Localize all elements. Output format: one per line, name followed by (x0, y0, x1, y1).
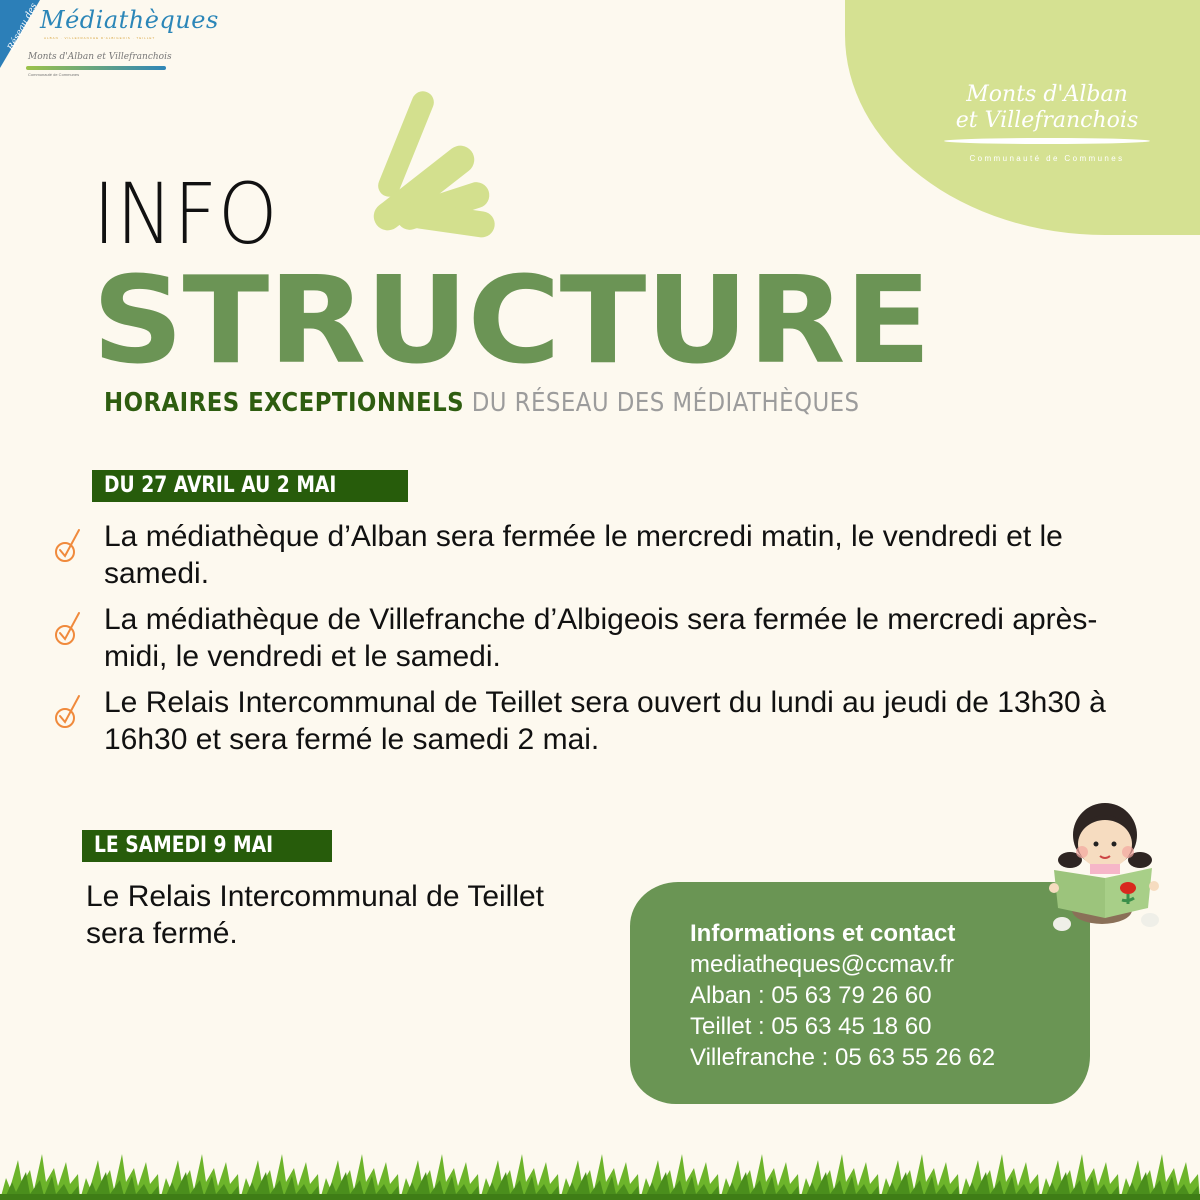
list-item (50, 684, 1130, 758)
ccmav-logo (942, 82, 1152, 163)
closure-list (50, 518, 1130, 767)
list-item (50, 601, 1130, 675)
logo-title: Médiathèques (40, 6, 219, 34)
grass-border-decoration (0, 1140, 1200, 1200)
list-item-text: La médiathèque d’Alban sera fermée le mercredi matin, le vendredi et le samedi. (104, 520, 1063, 590)
logo-tagline: Communauté de Communes (28, 72, 80, 77)
logo-subtitle: Monts d'Alban et Villefranchois (28, 52, 172, 62)
girl-reading-illustration (1040, 790, 1180, 940)
headline-structure: STRUCTURE (92, 252, 931, 391)
subtitle-strong: HORAIRES EXCEPTIONNELS (104, 388, 465, 418)
list-item-text: La médiathèque de Villefranche d’Albigeois sera fermée le mercredi après-midi, le vendredi et le samedi. (104, 603, 1098, 673)
ccmav-logo-tagline: Communauté de Communes (969, 154, 1125, 163)
headline-subtitle (104, 388, 859, 418)
mediatheques-logo (0, 0, 219, 90)
closure-note: Le Relais Intercommunal de Teillet sera fermé. (86, 880, 545, 950)
date-badge-label: DU 27 AVRIL AU 2 MAI (104, 473, 337, 498)
list-item (50, 518, 1130, 592)
ccmav-logo-line2: et Villefranchois (955, 108, 1139, 133)
headline-info: INFO (93, 165, 279, 263)
contact-email[interactable]: mediatheques@ccmav.fr (690, 951, 955, 978)
contact-phone-villefranche[interactable]: Villefranche : 05 63 55 26 62 (690, 1044, 996, 1071)
check-circle-icon (52, 528, 84, 564)
contact-phone-alban[interactable]: Alban : 05 63 79 26 60 (690, 982, 932, 1009)
contact-title: Informations et contact (690, 920, 956, 947)
date-badge-single (82, 830, 332, 862)
check-circle-icon (52, 694, 84, 730)
logo-wave (26, 66, 166, 70)
subtitle-light: DU RÉSEAU DES MÉDIATHÈQUES (464, 388, 860, 418)
contact-phone-teillet[interactable]: Teillet : 05 63 45 18 60 (690, 1013, 932, 1040)
contact-box (630, 882, 1090, 1104)
list-item-text: Le Relais Intercommunal de Teillet sera ouvert du lundi au jeudi de 13h30 à 16h30 et sera fermé le samedi 2 mai. (104, 686, 1106, 756)
ccmav-logo-line1: Monts d'Alban (966, 82, 1128, 107)
logo-towns: ALBAN · VILLEFRANCHE D'ALBIGEOIS · TEILLET (44, 36, 156, 40)
logo-corner-text: Réseau des (6, 1, 40, 53)
date-badge-label: LE SAMEDI 9 MAI (94, 833, 274, 858)
date-badge-period (92, 470, 408, 502)
ray (406, 201, 497, 239)
check-circle-icon (52, 611, 84, 647)
ccmav-logo-swoosh (943, 138, 1151, 144)
